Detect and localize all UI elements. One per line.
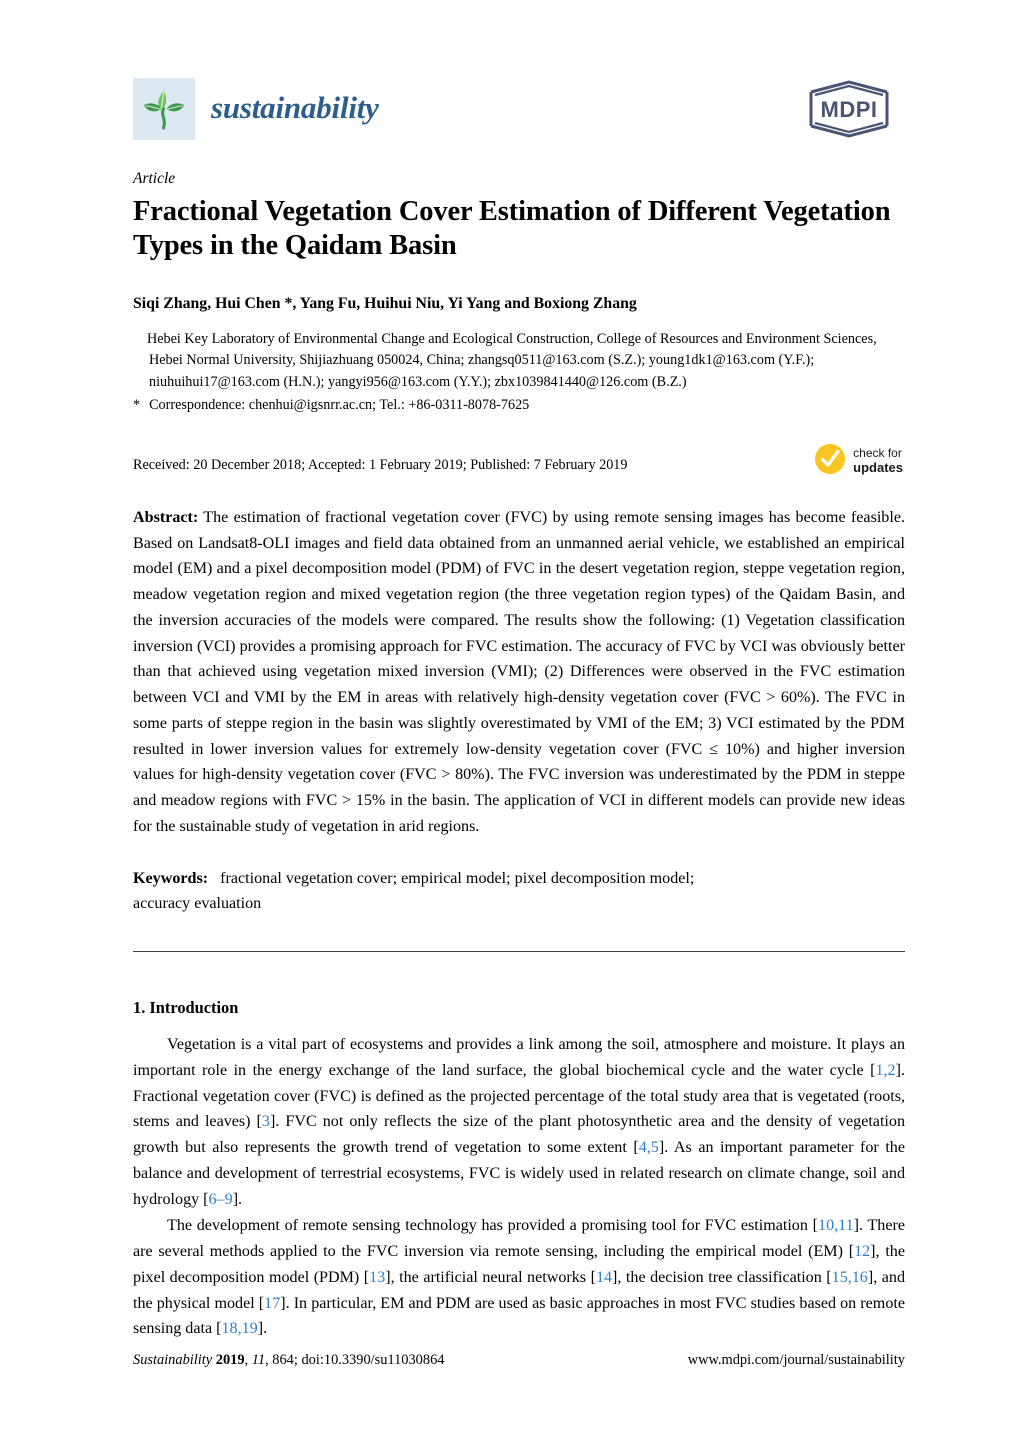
citation-link-4-5[interactable]: 4,5: [638, 1139, 659, 1157]
keywords-line1: fractional vegetation cover; empirical model; pixel decomposition model;: [220, 869, 695, 887]
masthead: [133, 78, 893, 158]
intro-p1-segment-e: ].: [232, 1190, 243, 1208]
intro-p2-segment-f: ], and the physical model [: [133, 1268, 905, 1312]
intro-p1-segment-d: ]. As an important parameter for the balance and development of terrestrial ecosystems, FVC is widely used in related research on climate change, soil and hydrology [: [133, 1139, 905, 1208]
intro-p2-segment-c: ], the pixel decomposition model (PDM) [: [133, 1243, 905, 1286]
crossmark-line1: check for: [853, 446, 902, 461]
intro-paragraph-2: [133, 1213, 905, 1342]
section-divider: [133, 951, 905, 952]
footer-journal-name: Sustainability: [133, 1352, 213, 1368]
check-for-updates-text: [853, 447, 903, 475]
svg-text:MDPI: MDPI: [820, 97, 878, 122]
checkmark-circle-icon: [814, 443, 846, 480]
footer-journal-url[interactable]: www.mdpi.com/journal/sustainability: [687, 1352, 905, 1368]
intro-p2-segment-d: ], the artificial neural networks [: [385, 1268, 596, 1286]
journal-title: sustainability: [211, 89, 379, 125]
citation-link-12[interactable]: 12: [854, 1243, 871, 1261]
page-title: Fractional Vegetation Cover Estimation of Different Vegetation Types in the Qaidam Basin: [133, 195, 891, 262]
footer-doi: doi:10.3390/su11030864: [301, 1352, 445, 1368]
citation-link-6-9[interactable]: 6–9: [208, 1190, 233, 1208]
footer-year: 2019: [215, 1352, 245, 1368]
intro-p2-segment-h: ].: [257, 1320, 268, 1338]
citation-link-1-2[interactable]: 1,2: [875, 1061, 896, 1079]
citation-link-13[interactable]: 13: [369, 1268, 386, 1286]
citation-link-3[interactable]: 3: [261, 1113, 270, 1131]
intro-p2-segment-g: ]. In particular, EM and PDM are used as basic approaches in most FVC studies based on remote sensing data [: [133, 1294, 905, 1338]
intro-p1-segment-c: ]. FVC not only reflects the size of the plant photosynthetic area and the density of vegetation growth but also represents the growth trend of vegetation to some extent [: [133, 1113, 905, 1157]
author-list: Siqi Zhang, Hui Chen *, Yang Fu, Huihui Niu, Yi Yang and Boxiong Zhang: [133, 295, 637, 313]
citation-link-10-11[interactable]: 10,11: [818, 1217, 854, 1235]
keywords-label: Keywords:: [133, 869, 209, 887]
footer-volume: 11: [251, 1352, 266, 1368]
abstract-paragraph: [133, 505, 905, 840]
dates-row: [133, 443, 905, 485]
journal-brand: [133, 78, 379, 140]
citation-link-18-19[interactable]: 18,19: [221, 1320, 258, 1338]
intro-p1-segment-b: ]. Fractional vegetation cover (FVC) is defined as the projected percentage of the total study area that is vegetated (roots, stems and leaves) [: [133, 1061, 905, 1131]
intro-p2-segment-a: The development of remote sensing technology has provided a promising tool for FVC estimation [: [167, 1217, 819, 1235]
publication-dates: Received: 20 December 2018; Accepted: 1 February 2019; Published: 7 February 2019: [133, 456, 628, 473]
intro-p2-segment-b: ]. There are several methods applied to the FVC inversion via remote sensing, including the empirical model (EM) [: [133, 1217, 905, 1261]
keywords-line2: accuracy evaluation: [133, 895, 262, 913]
citation-link-14[interactable]: 14: [595, 1268, 613, 1286]
affiliation-text: Hebei Key Laboratory of Environmental Change and Ecological Construction, College of Resources and Environment Sciences, Hebei Normal University, Shijiazhuang 050024, China; zhangsq0511@163.com (S.Z.); young1dk1@163.com (Y.F.); niuhuihui17@163.com (H.N.); yangyi956@163.com (Y.Y.); zbx1039841440@126.com (B.Z.): [147, 330, 877, 390]
mdpi-hexagon-icon: [805, 78, 893, 140]
keywords-paragraph: [133, 866, 905, 918]
correspondence-line: [133, 395, 905, 417]
footer-article-number: 864: [272, 1352, 294, 1368]
abstract-label: Abstract:: [133, 508, 199, 526]
plant-leaf-icon: [133, 78, 195, 140]
intro-p2-segment-e: ], the decision tree classification [: [612, 1268, 832, 1286]
abstract-text: The estimation of fractional vegetation cover (FVC) by using remote sensing images has become feasible. Based on Landsat8-OLI images and field data obtained from an unmanned aerial vehicle, we established an empirical model (EM) and a pixel decomposition model (PDM) of FVC in the desert vegetation region, steppe vegetation region, meadow vegetation region and mixed vegetation region (the three vegetation region types) of the Qaidam Basin, and the inversion accuracies of the models were compared. The results show the following: (1) Vegetation classification inversion (VCI) provides a promising approach for FVC estimation. The accuracy of FVC by VCI was obviously better than that achieved using vegetation mixed inversion (VMI); (2) Differences were observed in the FVC estimation between VCI and VMI by the EM in areas with relatively high-density vegetation cover (FVC > 60%). The FVC in some parts of steppe region in the basin was slightly overestimated by VMI of the EM; 3) VCI estimated by the PDM resulted in lower inversion values for extremely low-density vegetation cover (FVC ≤ 10%) and higher inversion values for high-density vegetation cover (FVC > 80%). The FVC inversion was underestimated by the PDM in steppe and meadow regions with FVC > 15% in the basin. The application of VCI in different models can provide new ideas for the sustainable study of vegetation in arid regions.: [133, 508, 905, 835]
section-heading-introduction: 1. Introduction: [133, 998, 239, 1018]
intro-paragraph-1: [133, 1032, 905, 1212]
footer-citation: Sustainability 2019, 11, 864; doi:10.3390/su11030864: [133, 1352, 445, 1368]
correspondence-marker: *: [133, 397, 141, 414]
citation-link-15-16[interactable]: 15,16: [831, 1268, 868, 1286]
page-footer: [133, 1352, 905, 1369]
correspondence-text: Correspondence: chenhui@igsnrr.ac.cn; Tel.: +86-0311-8078-7625: [149, 397, 530, 414]
check-for-updates-badge[interactable]: [814, 443, 903, 480]
intro-p1-segment-a: Vegetation is a vital part of ecosystems and provides a link among the soil, atmosphere and moisture. It plays an important role in the energy exchange of the land surface, the global biochemical cycle and the water cycle [: [133, 1036, 905, 1079]
citation-link-17[interactable]: 17: [264, 1294, 281, 1312]
article-content: [133, 170, 905, 1342]
crossmark-line2: updates: [853, 459, 903, 475]
article-type-label: Article: [133, 170, 176, 187]
